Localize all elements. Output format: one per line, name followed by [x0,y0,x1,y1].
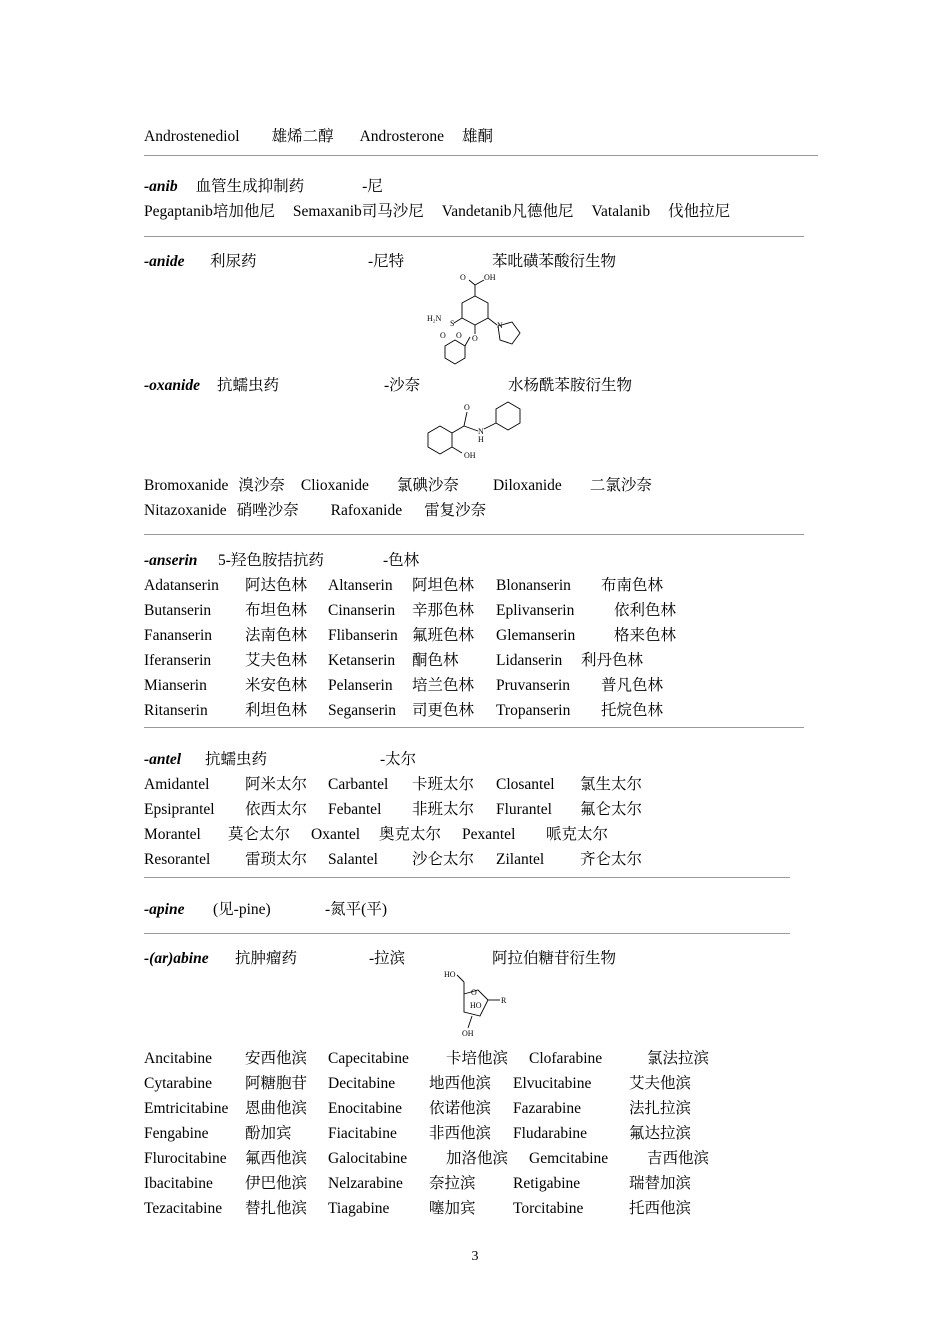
term: Ketanserin [328,652,396,669]
term-cn: 氯碘沙奈 [396,477,459,494]
stem-meaning: 利尿药 [210,253,257,270]
atom-label: H [478,435,484,444]
term-cn: 哌克太尔 [546,826,609,843]
term-cn: 二氯沙奈 [589,477,652,494]
term-cn: 培兰色林 [412,677,475,694]
stem-cn: -尼 [362,178,383,195]
term-cn: 布南色林 [601,577,664,594]
term-cn: 恩曲他滨 [245,1100,308,1117]
stem-note: 阿拉伯糖苷衍生物 [492,950,617,967]
term: Bromoxanide [144,477,229,494]
term-cn: 辛那色林 [412,602,475,619]
term-cn: 普凡色林 [601,677,664,694]
term: Retigabine [513,1175,581,1192]
term-cn: 氟班色林 [412,627,475,644]
atom-label: O [472,334,478,343]
oxanide-row [144,502,486,520]
atom-label: S [450,319,455,328]
term-cn: 雄酮 [461,128,493,145]
atom-label: O [471,988,477,997]
term-cn: 氯法拉滨 [647,1050,710,1067]
oxanide-structure [420,398,535,464]
atom-label: R [501,996,507,1005]
term: Iferanserin [144,652,212,669]
term: Oxantel [311,826,361,843]
term-cn: 格来色林 [614,627,677,644]
stem-header-anib [144,178,383,196]
divider [144,236,804,237]
term-cn: 阿糖胞苷 [245,1075,308,1092]
stem: -anib [144,178,178,195]
term: Tropanserin [496,702,571,719]
term: Androsterone [359,128,444,145]
term-cn: 布坦色林 [245,602,308,619]
term: Ancitabine [144,1050,213,1067]
term-cn: 阿坦色林 [412,577,475,594]
term: Glemanserin [496,627,576,644]
term-cn: 凡德他尼 [511,203,574,220]
term: Vandetanib [441,203,512,220]
stem-note: 苯吡磺苯酸衍生物 [492,253,617,270]
term-cn: 阿达色林 [245,577,308,594]
atom-label: H₂N [427,314,442,323]
term-cn: 吉西他滨 [647,1150,710,1167]
term: Morantel [144,826,201,843]
stem: -antel [144,751,182,768]
stem-cn: -沙奈 [384,377,421,394]
atom-label: O [460,273,466,282]
term-cn: 艾夫他滨 [629,1075,692,1092]
term: Febantel [328,801,382,818]
anide-structure [420,268,535,368]
term: Nelzarabine [328,1175,403,1192]
term-cn: 莫仑太尔 [228,826,291,843]
term: Fananserin [144,627,213,644]
stem-note: 水杨酰苯胺衍生物 [508,377,633,394]
term: Butanserin [144,602,212,619]
term-cn: 司更色林 [412,702,475,719]
term-cn: 奈拉滨 [429,1175,476,1192]
term: Fazarabine [513,1100,581,1117]
term-cn: 齐仑太尔 [580,851,643,868]
term: Emtricitabine [144,1100,229,1117]
divider [144,933,790,934]
stem-cn: -色林 [383,552,420,569]
term: Rafoxanide [330,502,403,519]
term: Adatanserin [144,577,219,594]
stem: -(ar)abine [144,950,209,967]
atom-label: OH [464,451,476,460]
term: Flurantel [496,801,552,818]
stem-meaning: 抗肿瘤药 [235,950,298,967]
term-cn: 氟西他滨 [245,1150,308,1167]
term-cn: 溴沙奈 [238,477,285,494]
stem: -oxanide [144,377,200,394]
stem-header-apine [144,901,387,919]
stem-header-anserin [144,552,419,570]
term-cn: 卡班太尔 [412,776,475,793]
term-cn: 雄烯二醇 [271,128,334,145]
term-cn: 利丹色林 [581,652,644,669]
stem-cn: -太尔 [380,751,417,768]
stem-header-antel [144,751,416,769]
term-cn: 替扎他滨 [245,1200,308,1217]
term: Pegaptanib [144,203,213,220]
term: Androstenediol [144,128,240,145]
term-cn: 氯生太尔 [580,776,643,793]
term: Gemcitabine [529,1150,609,1167]
atom-label: OH [484,273,496,282]
term: Flurocitabine [144,1150,227,1167]
term: Torcitabine [513,1200,584,1217]
stem: -anserin [144,552,198,569]
term-cn: 硝唑沙奈 [236,502,299,519]
stem-header-arabine [144,950,616,968]
term: Decitabine [328,1075,396,1092]
stem-meaning: 血管生成抑制药 [195,178,305,195]
term: Ibacitabine [144,1175,213,1192]
term-cn: 酮色林 [412,652,459,669]
term: Epsiprantel [144,801,215,818]
term: Fiacitabine [328,1125,397,1142]
term: Cytarabine [144,1075,213,1092]
term-cn: 地西他滨 [429,1075,492,1092]
term: Amidantel [144,776,210,793]
term: Semaxanib [292,203,362,220]
term-cn: 奥克太尔 [379,826,442,843]
arabine-structure [440,966,520,1040]
term-cn: 培加他尼 [212,203,275,220]
atom-label: O [440,331,446,340]
atom-label: N [497,321,503,330]
term-cn: 噻加宾 [429,1200,476,1217]
term: Cinanserin [328,602,396,619]
term: Lidanserin [496,652,563,669]
term: Resorantel [144,851,211,868]
term-cn: 司马沙尼 [361,203,424,220]
atom-label: O [464,403,470,412]
term: Salantel [328,851,378,868]
term: Zilantel [496,851,545,868]
atom-label: HO [470,1001,482,1010]
term-cn: 氟达拉滨 [629,1125,692,1142]
term: Ritanserin [144,702,208,719]
term: Fengabine [144,1125,209,1142]
stem-header-oxanide [144,377,632,395]
term: Mianserin [144,677,207,694]
term-cn: 伊巴他滨 [245,1175,308,1192]
term: Pruvanserin [496,677,571,694]
term-cn: 氟仑太尔 [580,801,643,818]
term: Eplivanserin [496,602,575,619]
stem-meaning: 5-羟色胺拮抗药 [218,552,324,569]
term: Pelanserin [328,677,393,694]
stem-cn: -尼特 [368,253,405,270]
divider [144,534,804,535]
term-cn: 伐他拉尼 [668,203,731,220]
stem-cn: -拉滨 [369,950,406,967]
divider [144,877,790,878]
term: Enocitabine [328,1100,403,1117]
term-cn: 雷复沙奈 [424,502,487,519]
term-cn: 非西他滨 [429,1125,492,1142]
term-cn: 卡培他滨 [446,1050,509,1067]
term: Clofarabine [529,1050,603,1067]
term-cn: 雷琐太尔 [245,851,308,868]
stem: -apine [144,901,185,918]
term-cn: 酚加宾 [245,1125,292,1142]
stem-meaning: 抗蠕虫药 [205,751,268,768]
divider [144,727,804,728]
term-cn: 依利色林 [614,602,677,619]
oxanide-row [144,477,652,495]
term-cn: 米安色林 [245,677,308,694]
term: Nitazoxanide [144,502,227,519]
term: Altanserin [328,577,393,594]
term-cn: 阿米太尔 [245,776,308,793]
atom-label: N [478,427,484,436]
stem-meaning: 抗蠕虫药 [217,377,280,394]
term: Elvucitabine [513,1075,592,1092]
anib-list [144,203,730,221]
term-cn: 法扎拉滨 [629,1100,692,1117]
term: Capecitabine [328,1050,409,1067]
stem-cn: -氮平(平) [325,901,387,918]
term-cn: 沙仑太尔 [412,851,475,868]
term-cn: 加洛他滨 [446,1150,509,1167]
stem-note: (见-pine) [213,901,271,918]
divider [144,155,818,156]
atom-label: HO [444,970,456,979]
term: Pexantel [462,826,516,843]
term: Carbantel [328,776,389,793]
atom-label: O [456,331,462,340]
page-number: 3 [471,1249,479,1264]
term: Clioxanide [300,477,369,494]
term-cn: 艾夫色林 [245,652,308,669]
term-cn: 瑞替加滨 [629,1175,692,1192]
term-cn: 依西太尔 [245,801,308,818]
term-cn: 利坦色林 [245,702,308,719]
term: Tiagabine [328,1200,390,1217]
term: Diloxanide [492,477,562,494]
stem: -anide [144,253,185,270]
term: Seganserin [328,702,397,719]
term-cn: 托西他滨 [629,1200,692,1217]
term: Closantel [496,776,555,793]
androstene-line [144,128,493,146]
term: Vatalanib [591,203,651,220]
term-cn: 托烷色林 [601,702,664,719]
term-cn: 非班太尔 [412,801,475,818]
atom-label: OH [462,1029,474,1038]
stem-header-anide [144,253,616,271]
term: Galocitabine [328,1150,408,1167]
term: Flibanserin [328,627,398,644]
term-cn: 依诺他滨 [429,1100,492,1117]
term: Fludarabine [513,1125,588,1142]
term-cn: 法南色林 [245,627,308,644]
term: Blonanserin [496,577,571,594]
term-cn: 安西他滨 [245,1050,308,1067]
term: Tezacitabine [144,1200,223,1217]
